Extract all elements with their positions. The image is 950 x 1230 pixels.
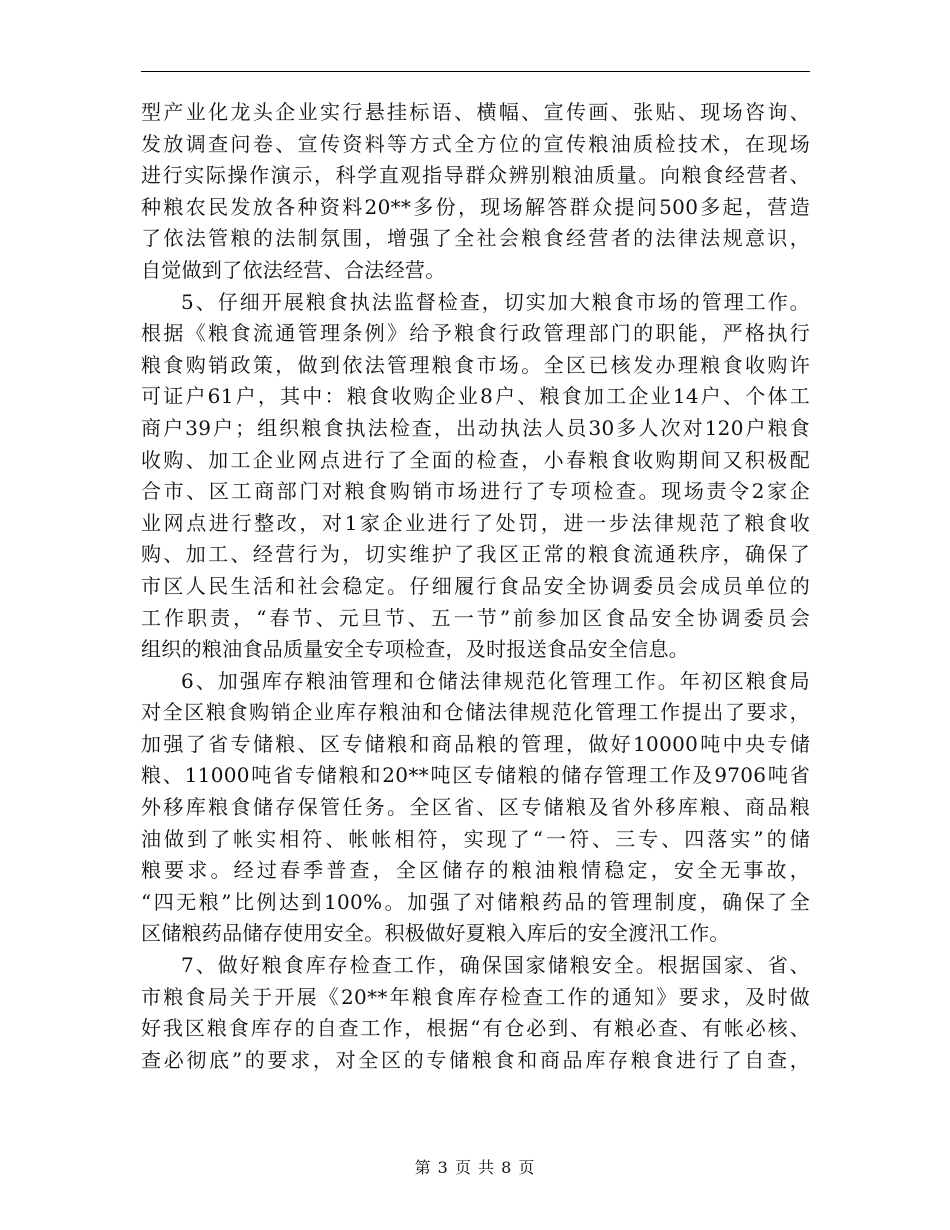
text-line: 粮食购销政策，做到依法管理粮食市场。全区已核发办理粮食收购许 (141, 352, 810, 377)
text-line: 组织的粮油食品质量安全专项检查，及时报送食品安全信息。 (141, 637, 690, 662)
text-line: 市粮食局关于开展《20**年粮食库存检查工作的通知》要求，及时做 (141, 984, 810, 1009)
text-line: 外移库粮食储存保管任务。全区省、区专储粮及省外移库粮、商品粮 (141, 795, 810, 820)
text-line: 油做到了帐实相符、帐帐相符，实现了“一符、三专、四落实”的储 (141, 826, 810, 851)
text-line: 对全区粮食购销企业库存粮油和仓储法律规范化管理工作提出了要求， (141, 700, 810, 725)
text-line: 查必彻底”的要求，对全区的专储粮食和商品库存粮食进行了自查， (141, 1047, 810, 1072)
text-line: 加强了省专储粮、区专储粮和商品粮的管理，做好10000吨中央专储 (141, 731, 810, 756)
text-line: 市区人民生活和社会稳定。仔细履行食品安全协调委员会成员单位的 (141, 573, 810, 598)
text-line: 5、仔细开展粮食执法监督检查，切实加大粮食市场的管理工作。 (181, 289, 810, 314)
page-footer: 第 3 页 共 8 页 (414, 1158, 536, 1177)
text-line: “四无粮”比例达到100%。加强了对储粮药品的管理制度，确保了全 (141, 889, 810, 914)
text-line: 好我区粮食库存的自查工作，根据“有仓必到、有粮必查、有帐必核、 (141, 1016, 810, 1041)
text-line: 工作职责，“春节、元旦节、五一节”前参加区食品安全协调委员会 (141, 605, 810, 630)
text-line: 种粮农民发放各种资料20**多份，现场解答群众提问500多起，营造 (141, 194, 810, 219)
text-line: 购、加工、经营行为，切实维护了我区正常的粮食流通秩序，确保了 (141, 542, 810, 567)
text-line: 粮要求。经过春季普查，全区储存的粮油粮情稳定，安全无事故， (141, 858, 810, 883)
text-line: 合市、区工商部门对粮食购销市场进行了专项检查。现场责令2家企 (141, 479, 810, 504)
text-line: 自觉做到了依法经营、合法经营。 (141, 257, 446, 282)
text-line: 粮、11000吨省专储粮和20**吨区专储粮的储存管理工作及9706吨省 (141, 763, 810, 788)
text-line: 7、做好粮食库存检查工作，确保国家储粮安全。根据国家、省、 (181, 953, 810, 978)
text-line: 业网点进行整改，对1家企业进行了处罚，进一步法律规范了粮食收 (141, 510, 810, 535)
text-line: 商户39户；组织粮食执法检查，出动执法人员30多人次对120户粮食 (141, 415, 810, 440)
text-line: 6、加强库存粮油管理和仓储法律规范化管理工作。年初区粮食局 (181, 668, 810, 693)
text-line: 发放调查问卷、宣传资料等方式全方位的宣传粮油质检技术，在现场 (141, 131, 810, 156)
text-line: 根据《粮食流通管理条例》给予粮食行政管理部门的职能，严格执行 (141, 321, 810, 346)
text-line: 可证户61户，其中：粮食收购企业8户、粮食加工企业14户、个体工 (141, 384, 810, 409)
text-line: 进行实际操作演示，科学直观指导群众辨别粮油质量。向粮食经营者、 (141, 163, 810, 188)
document-body (141, 97, 810, 1076)
text-line: 收购、加工企业网点进行了全面的检查，小春粮食收购期间又积极配 (141, 447, 810, 472)
text-line: 型产业化龙头企业实行悬挂标语、横幅、宣传画、张贴、现场咨询、 (141, 100, 810, 124)
text-line: 区储粮药品储存使用安全。积极做好夏粮入库后的安全渡汛工作。 (141, 921, 730, 946)
text-line: 了依法管粮的法制氛围，增强了全社会粮食经营者的法律法规意识， (141, 226, 810, 251)
header-rule (141, 71, 810, 72)
